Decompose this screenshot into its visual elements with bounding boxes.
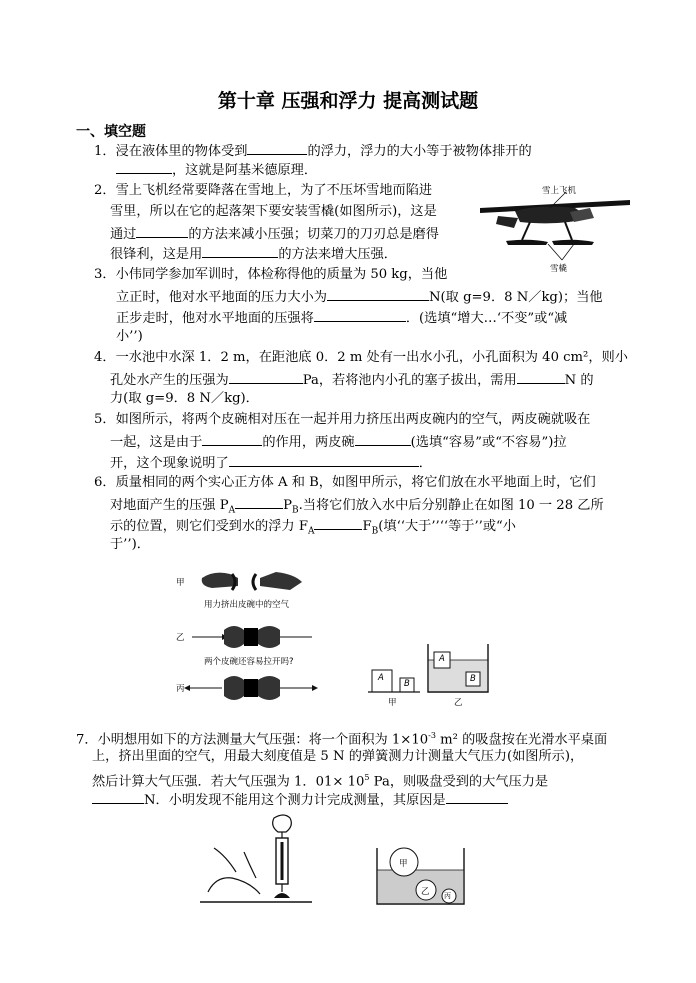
q7-line-3: 然后计算大气压强．若大气压强为 1．$01\times 10^5$ Pa，则吸盘受到的大气压力是 bbox=[92, 773, 549, 790]
balls-tank-drawing bbox=[374, 846, 470, 910]
fig5-caption-2: 两个皮碗还容易拉开吗? bbox=[204, 657, 294, 667]
q4-line-3: 力(取 g=9．8 N／kg)． bbox=[110, 391, 259, 406]
q4-blank-2[interactable] bbox=[517, 370, 565, 384]
q1-blank-2[interactable] bbox=[116, 160, 172, 174]
q5-line-2: 一起，这是由于 的作用，两皮碗 (选填“容易”或“不容易”)拉 bbox=[110, 432, 567, 452]
q4-line-2: 孔处水产生的压强为 Pa，若将池内小孔的塞子拔出，需用 N 的 bbox=[110, 370, 594, 390]
q1-line-2: ，这就是阿基米德原理． bbox=[116, 160, 317, 180]
fig5-label-jia: 甲 bbox=[176, 578, 185, 588]
q5-line-1: 5．如图所示，将两个皮碗相对压在一起并用力挤压出两皮碗内的空气，两皮碗就吸在 bbox=[94, 412, 591, 427]
cubes-drawing bbox=[366, 632, 496, 708]
q6-line-1: 6．质量相同的两个实心正方体 A 和 B，如图甲所示，将它们放在水平地面上时，它们 bbox=[94, 475, 596, 490]
fig7-ball-yi: 乙 bbox=[421, 887, 430, 897]
q5-blank-1[interactable] bbox=[202, 432, 262, 446]
q4-blank-1[interactable] bbox=[229, 370, 303, 384]
fig5-label-bing: 丙 bbox=[176, 684, 185, 694]
q1-line-1: 1．浸在液体里的物体受到 的浮力，浮力的大小等于被物体排开的 bbox=[94, 141, 532, 161]
fig7-ball-bing: 丙 bbox=[444, 892, 451, 900]
fig6-label-yi: 乙 bbox=[454, 698, 463, 708]
fig7-ball-jia: 甲 bbox=[399, 859, 408, 869]
q6-line-2: 对地面产生的压强 $P_A$ $P_B$.当将它们放入水中后分别静止在如图 10 一 28 乙所 bbox=[110, 495, 604, 520]
q3-line-3: 正步走时，他对水平地面的压强将 ．(选填“增大…‘不变”或“减 bbox=[116, 308, 567, 328]
q2-line-2: 雪里，所以在它的起落架下要安装雪橇(如图所示)，这是 bbox=[110, 204, 437, 219]
q7-line-1: 7．小明想用如下的方法测量大气压强：将一个面积为 $1\times 10^{-3}$ m² 的吸盘按在光滑水平桌面 bbox=[76, 731, 608, 748]
spring-scale-figure bbox=[196, 812, 316, 904]
q2-line-4: 很锋利，这是用 的方法来增大压强． bbox=[110, 244, 397, 264]
q3-blank-1[interactable] bbox=[327, 287, 429, 301]
q4-line-1: 4．一水池中水深 1．2 m，在距池底 0．2 m 处有一出水小孔，小孔面积为 40 cm²，则小 bbox=[94, 350, 628, 365]
q2-blank-2[interactable] bbox=[202, 244, 278, 258]
snow-plane-figure bbox=[470, 178, 640, 276]
fig6-tank-cube-a: A bbox=[439, 654, 445, 664]
q6-blank-1[interactable] bbox=[235, 495, 283, 509]
fig5-label-yi: 乙 bbox=[176, 633, 185, 643]
spring-scale-drawing bbox=[196, 812, 316, 904]
q3-line-2: 立正时，他对水平地面的压力大小为 N(取 g=9．8 N／kg)；当他 bbox=[116, 287, 603, 307]
q5-blank-3[interactable] bbox=[229, 453, 419, 467]
q3-blank-2[interactable] bbox=[314, 308, 406, 322]
fig6-tank-cube-b: B bbox=[470, 674, 476, 684]
q1-blank-1[interactable] bbox=[247, 141, 307, 155]
fig6-cube-b: B bbox=[404, 679, 410, 689]
page-title: 第十章 压强和浮力 提高测试题 bbox=[217, 90, 479, 112]
q7-blank-2[interactable] bbox=[446, 790, 508, 804]
snow-plane-label: 雪上飞机 bbox=[542, 186, 577, 196]
snow-ski-label: 雪橇 bbox=[550, 264, 568, 274]
q7-line-4: N．小明发现不能用这个测力计完成测量，其原因是 bbox=[92, 790, 508, 810]
fig6-cube-a: A bbox=[378, 673, 384, 683]
q3-line-4: 小’’) bbox=[116, 329, 143, 344]
q2-blank-1[interactable] bbox=[136, 224, 188, 238]
q6-line-4: 于’’)． bbox=[110, 537, 150, 552]
fig6-label-jia: 甲 bbox=[388, 698, 397, 708]
q6-line-3: 示的位置，则它们受到水的浮力 $F_A$ $F_B$(填‘‘大于’’‘‘等于’’或“小 bbox=[110, 516, 516, 541]
q7-blank-1[interactable] bbox=[92, 790, 144, 804]
q2-line-1: 2．雪上飞机经常要降落在雪地上，为了不压坏雪地而陷进 bbox=[94, 183, 433, 198]
fig5-caption-1: 用力挤出皮碗中的空气 bbox=[204, 600, 290, 610]
section-heading: 一、填空题 bbox=[76, 124, 146, 140]
q2-line-3: 通过 的方法来减小压强；切菜刀的刀刃总是磨得 bbox=[110, 224, 439, 244]
suction-cup-drawing bbox=[172, 560, 332, 710]
q5-line-3: 开，这个现象说明了 ． bbox=[110, 453, 432, 473]
q5-blank-2[interactable] bbox=[355, 432, 411, 446]
balls-tank-figure bbox=[374, 846, 470, 910]
cubes-figure bbox=[366, 632, 496, 708]
q7-line-2: 上，挤出里面的空气，用最大刻度值是 5 N 的弹簧测力计测量大气压力(如图所示)， bbox=[92, 749, 584, 764]
q6-blank-2[interactable] bbox=[314, 516, 362, 530]
suction-cup-figure bbox=[172, 560, 332, 710]
q3-line-1: 3．小伟同学参加军训时，体检称得他的质量为 50 kg，当他 bbox=[94, 267, 448, 282]
